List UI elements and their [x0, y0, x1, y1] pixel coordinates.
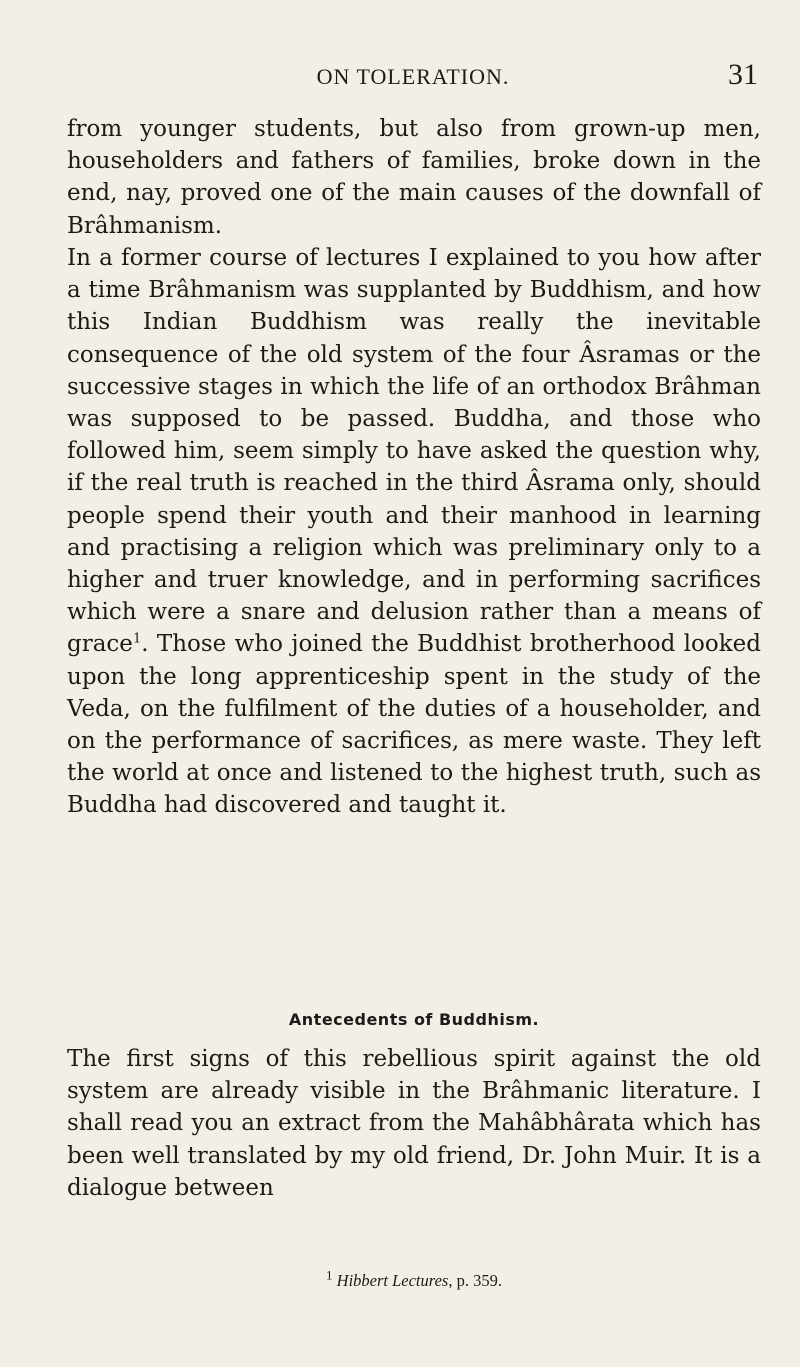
footnote-rest: , p. 359.: [448, 1271, 502, 1290]
paragraph-2-part-b: . Those who joined the Buddhist brotherhood looked upon the long apprenticeship spent in the study of the Veda, on the fulfilment of the duties of a householder, and on the performance of sacrifices, as mere waste. They left the world at once and listened to the highest truth, such as Buddha had discovered and taught it.: [67, 631, 761, 819]
paragraph-3: [67, 1043, 761, 1204]
page-number: 31: [728, 58, 758, 91]
page-header: [68, 58, 758, 98]
footnote-title: Hibbert Lectures: [336, 1271, 449, 1290]
footnote-reference: 1: [132, 631, 142, 647]
paragraph-1-text: from younger students, but also from grown-up men, householders and fathers of families, broke down in the end, nay, proved one of the main causes of the downfall of Brâhmanism.: [67, 116, 761, 239]
section-heading: Antecedents of Buddhism.: [288, 1010, 540, 1029]
paragraph-1: [67, 113, 761, 242]
running-head: ON TOLERATION.: [316, 64, 510, 89]
paragraph-2-part-a: In a former course of lectures I explained to you how after a time Brâhmanism was supplanted by Buddhism, and how this Indian Buddhism was really the inevitable consequence of the old system of the four Âsramas or the successive stages in which the life of an orthodox Brâhman was supposed to be passed. Buddha, and those who followed him, seem simply to have asked the question why, if the real truth is reached in the third Âsrama only, should people spend their youth and their manhood in learning and practising a religion which was preliminary only to a higher and truer knowledge, and in performing sacrifices which were a snare and delusion rather than a means of grace: [67, 245, 761, 658]
paragraph-2: [67, 242, 761, 822]
footnote-mark: 1: [326, 1267, 333, 1283]
paragraph-2-text: [67, 242, 761, 822]
paragraph-3-text: The first signs of this rebellious spirit against the old system are already visible in the Brâhmanic literature. I shall read you an extract from the Mahâbhârata which has been well translated by my old friend, Dr. John Muir. It is a dialogue between: [67, 1046, 761, 1201]
footnote: [67, 1267, 761, 1291]
